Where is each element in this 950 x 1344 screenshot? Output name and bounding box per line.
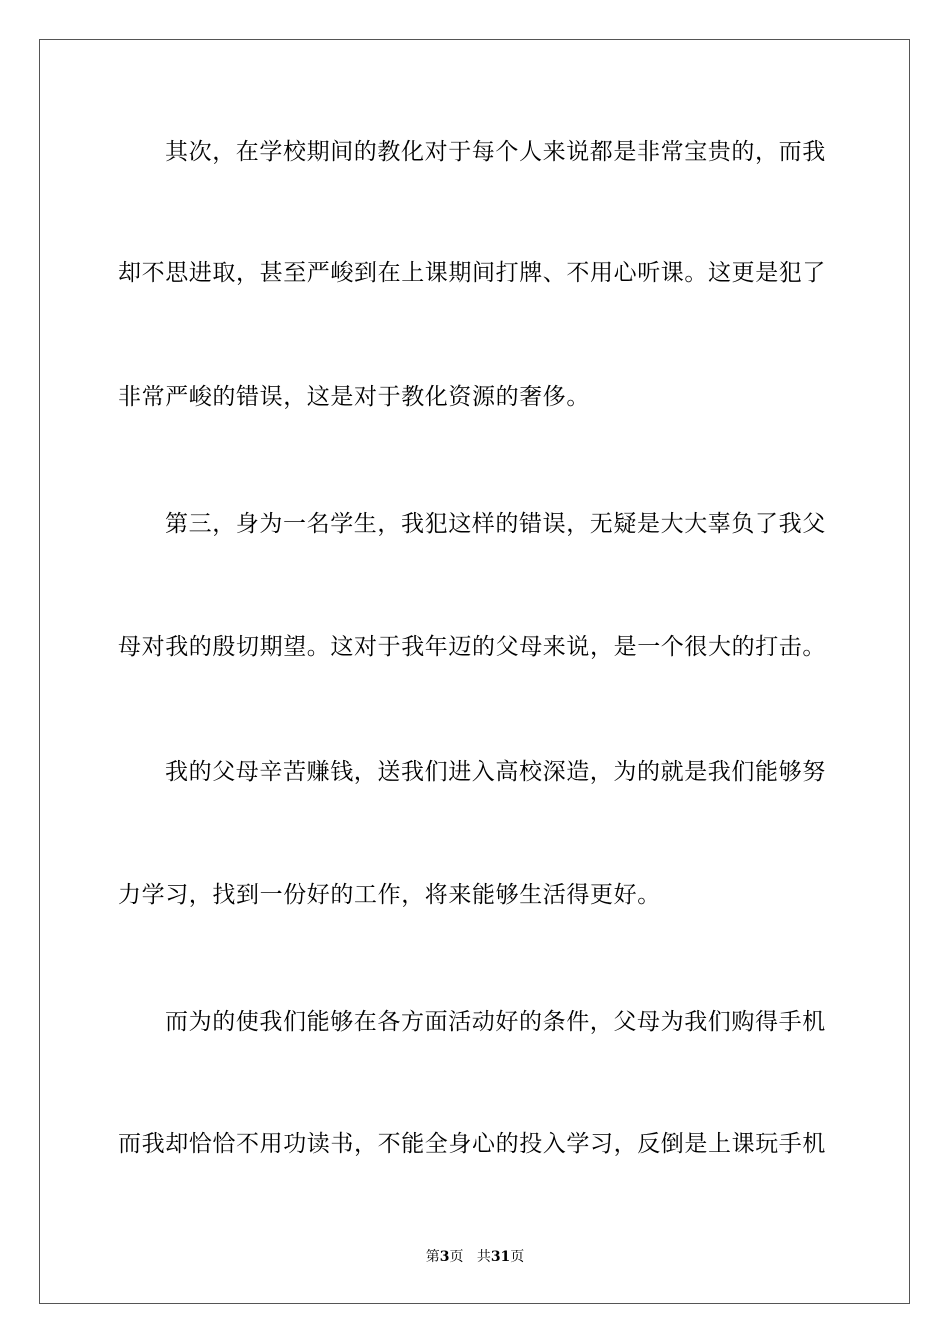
page-footer: [0, 1247, 950, 1267]
page-prefix: 第: [425, 1249, 440, 1265]
paragraph-line-4: 第三，身为一名学生，我犯这样的错误，无疑是大大辜负了我父: [165, 511, 826, 537]
total-suffix: 页: [510, 1249, 525, 1265]
total-prefix: 共: [476, 1249, 491, 1265]
page-suffix: 页: [449, 1249, 464, 1265]
page-number: 3: [439, 1249, 450, 1265]
paragraph-line-2: 却不思进取，甚至严峻到在上课期间打牌、不用心听课。这更是犯了: [118, 260, 826, 286]
paragraph-line-9: 而我却恰恰不用功读书，不能全身心的投入学习，反倒是上课玩手机: [118, 1131, 826, 1157]
paragraph-line-7: 力学习，找到一份好的工作，将来能够生活得更好。: [118, 882, 661, 908]
paragraph-line-8: 而为的使我们能够在各方面活动好的条件，父母为我们购得手机: [165, 1009, 826, 1035]
total-pages: 31: [490, 1249, 511, 1265]
paragraph-line-1: 其次，在学校期间的教化对于每个人来说都是非常宝贵的，而我: [165, 139, 826, 165]
paragraph-line-3: 非常严峻的错误，这是对于教化资源的奢侈。: [118, 384, 590, 410]
paragraph-line-5: 母对我的殷切期望。这对于我年迈的父母来说，是一个很大的打击。: [118, 634, 826, 660]
paragraph-line-6: 我的父母辛苦赚钱，送我们进入高校深造，为的就是我们能够努: [165, 759, 826, 785]
page-frame: [39, 39, 910, 1304]
